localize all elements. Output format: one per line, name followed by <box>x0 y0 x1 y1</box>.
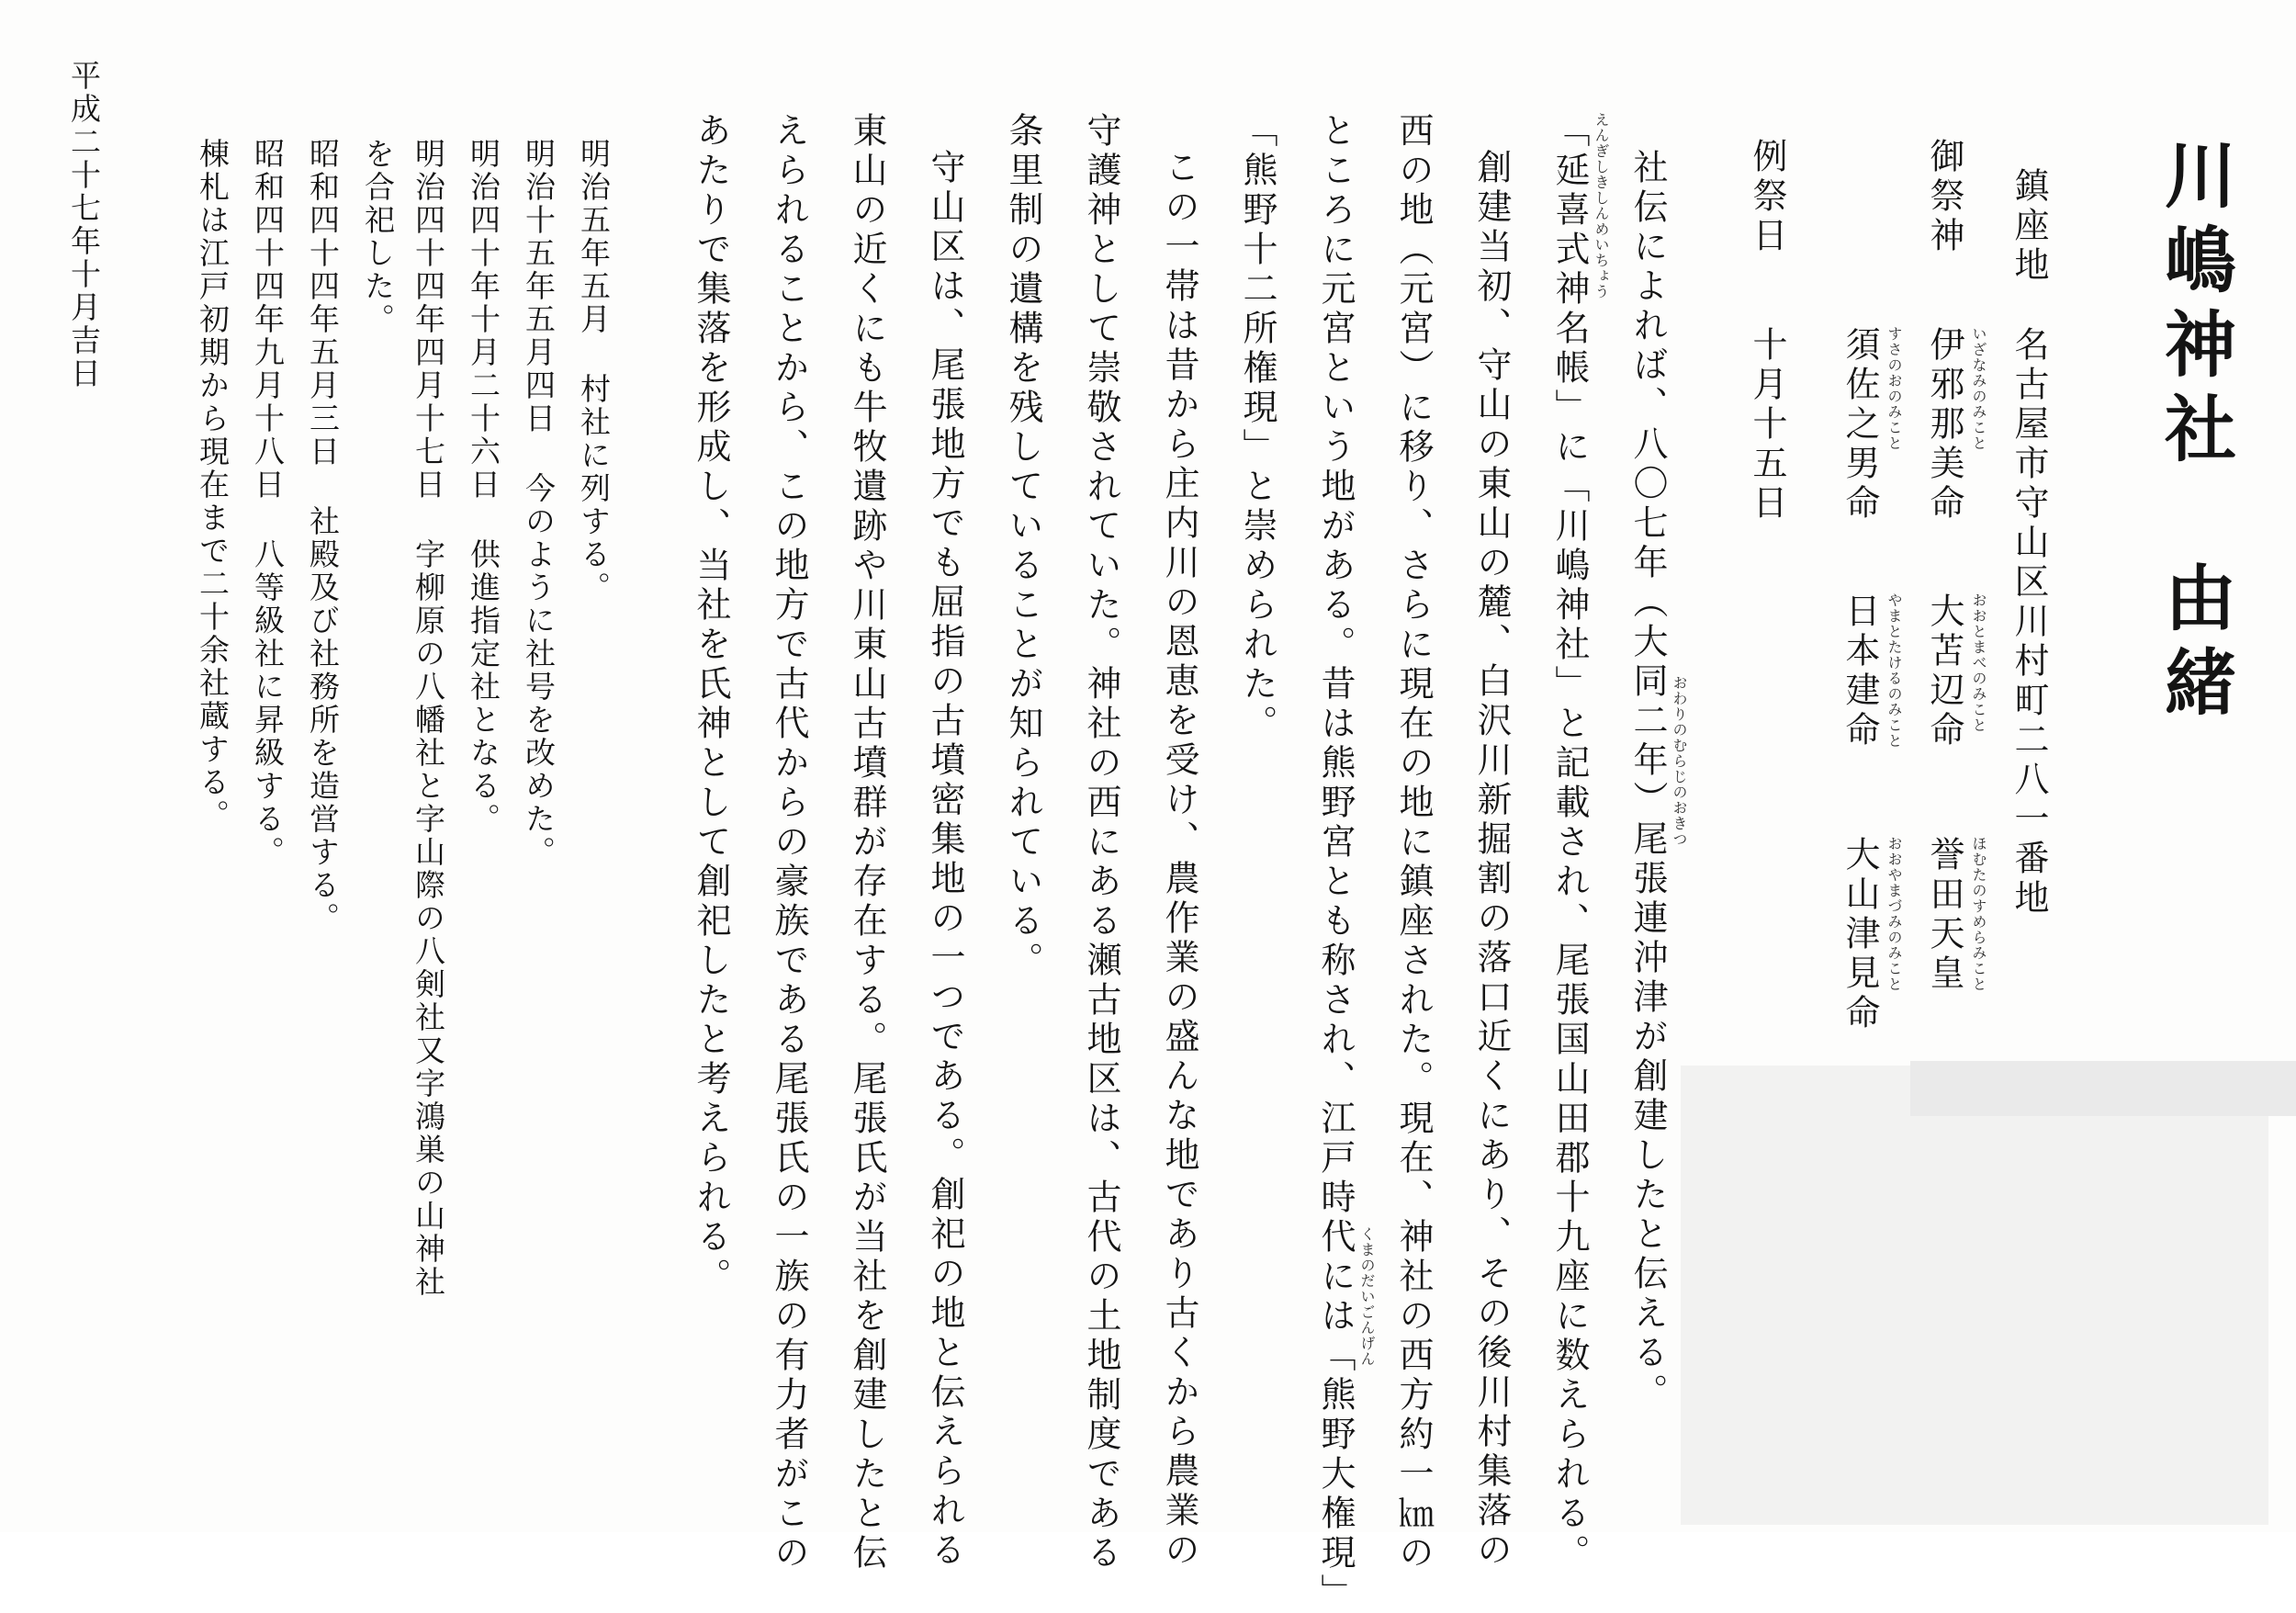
chronology-row-3 <box>468 138 499 836</box>
deity-izanami: 伊邪那美命 <box>1924 326 1964 524</box>
deity-ooyamazumi: 大山津見命 <box>1840 836 1880 1033</box>
location-value: 名古屋市守山区川村町二八一番地 <box>2009 326 2049 919</box>
sign-title: 川嶋神社 由緒 <box>2153 138 2236 729</box>
history-line-13: あたりで集落を形成し、当社を氏神として創祀したと考えられる。 <box>691 112 731 1297</box>
history-line-2: 「延喜式神名帳」に「川嶋神社」と記載され、尾張国山田郡十九座に数えられる。 <box>1549 112 1590 1574</box>
deities-label: 御祭神 <box>1924 138 1964 256</box>
chronology-row-1 <box>576 138 612 604</box>
furigana-yamatotakeru: やまとたけるのみこと <box>1885 592 1903 749</box>
festival-value: 十月十五日 <box>1747 326 1787 524</box>
chronology-row-2 <box>521 138 557 869</box>
furigana-susanoo: すさのおのみこと <box>1885 326 1903 451</box>
chronology-row-4-cont: を合祀した。 <box>360 138 396 336</box>
chronology-date-4: 明治四十四年四月十七日 <box>411 138 446 502</box>
history-line-1: 社伝によれば、八〇七年（大同二年）尾張連沖津が創建したと伝える。 <box>1627 149 1668 1413</box>
chronology-date-5: 昭和四十四年五月三日 <box>305 138 341 468</box>
history-line-8: 守護神として崇敬されていた。神社の西にある瀬古地区は、古代の土地制度である <box>1081 112 1121 1574</box>
furigana-homuda: ほむたのすめらみこと <box>1970 836 1987 992</box>
history-line-11: 東山の近くにも牛牧遺跡や川東山古墳群が存在する。尾張氏が当社を創建したと伝 <box>847 112 887 1574</box>
chronology-event-6: 八等級社に昇級する。 <box>250 538 286 869</box>
chronology-event-2: 今のように社号を改めた。 <box>521 472 557 869</box>
chronology-event-5: 社殿及び社務所を造営する。 <box>305 505 341 935</box>
furigana-kumano-daigongen: くまのだいごんげん <box>1358 1226 1376 1367</box>
history-line-7: この一帯は昔から庄内川の恩恵を受け、農作業の盛んな地であり古くから農業の <box>1159 149 1199 1571</box>
history-line-4: 西の地（元宮）に移り、さらに現在の地に鎮座された。現在、神社の西方約一㎞の <box>1393 112 1434 1574</box>
furigana-izanami: いざなみのみこと <box>1970 326 1987 451</box>
deity-ootomabe: 大苫辺命 <box>1924 592 1964 750</box>
chronology-row-4 <box>413 138 444 1299</box>
chronology-event-3: 供進指定社となる。 <box>466 538 501 836</box>
chronology-date-3: 明治四十年十月二十六日 <box>466 138 501 502</box>
chronology-event-1: 村社に列する。 <box>576 373 612 604</box>
patched-panel <box>1681 1066 2268 1525</box>
patched-panel-edge <box>1910 1061 2296 1116</box>
furigana-owari-muraji: おわりのむらじのおきつ <box>1671 675 1688 847</box>
history-line-3: 創建当初、守山の東山の麓、白沢川新掘割の落口近くにあり、その後川村集落の <box>1471 149 1512 1571</box>
history-line-9: 条里制の遺構を残していることが知られている。 <box>1003 112 1043 981</box>
chronology-row-6 <box>250 138 286 869</box>
furigana-engishiki: えんぎしきしんめいちょう <box>1593 112 1610 299</box>
deity-homuda: 誉田天皇 <box>1924 836 1964 994</box>
location-label: 鎮座地 <box>2009 167 2049 286</box>
festival-label: 例祭日 <box>1747 138 1787 256</box>
furigana-ooyamazumi: おおやまづみのみこと <box>1885 836 1903 992</box>
chronology-date-2: 明治十五年五月四日 <box>521 138 557 435</box>
history-line-6: 「熊野十二所権現」と崇められた。 <box>1237 112 1277 744</box>
chronology-row-7: 棟札は江戸初期から現在まで二十余社蔵する。 <box>195 138 231 832</box>
history-line-12: えられることから、この地方で古代からの豪族である尾張氏の一族の有力者がこの <box>769 112 809 1574</box>
history-line-5: ところに元宮という地がある。昔は熊野宮とも称され、江戸時代には「熊野大権現」 <box>1315 112 1356 1613</box>
chronology-event-4: 字柳原の八幡社と字山際の八剣社又字鴻巣の山神社 <box>411 538 446 1299</box>
history-line-10: 守山区は、尾張地方でも屈指の古墳密集地の一つである。創祀の地と伝えられる <box>925 149 965 1571</box>
issue-date: 平成二十七年十月吉日 <box>66 60 102 390</box>
deity-yamatotakeru: 日本建命 <box>1840 592 1880 750</box>
chronology-date-6: 昭和四十四年九月十八日 <box>250 138 286 502</box>
deity-susanoo: 須佐之男命 <box>1840 326 1880 524</box>
chronology-date-1: 明治五年五月 <box>576 138 612 336</box>
furigana-ootomabe: おおとまべのみこと <box>1970 592 1987 733</box>
chronology-row-5 <box>305 138 341 935</box>
